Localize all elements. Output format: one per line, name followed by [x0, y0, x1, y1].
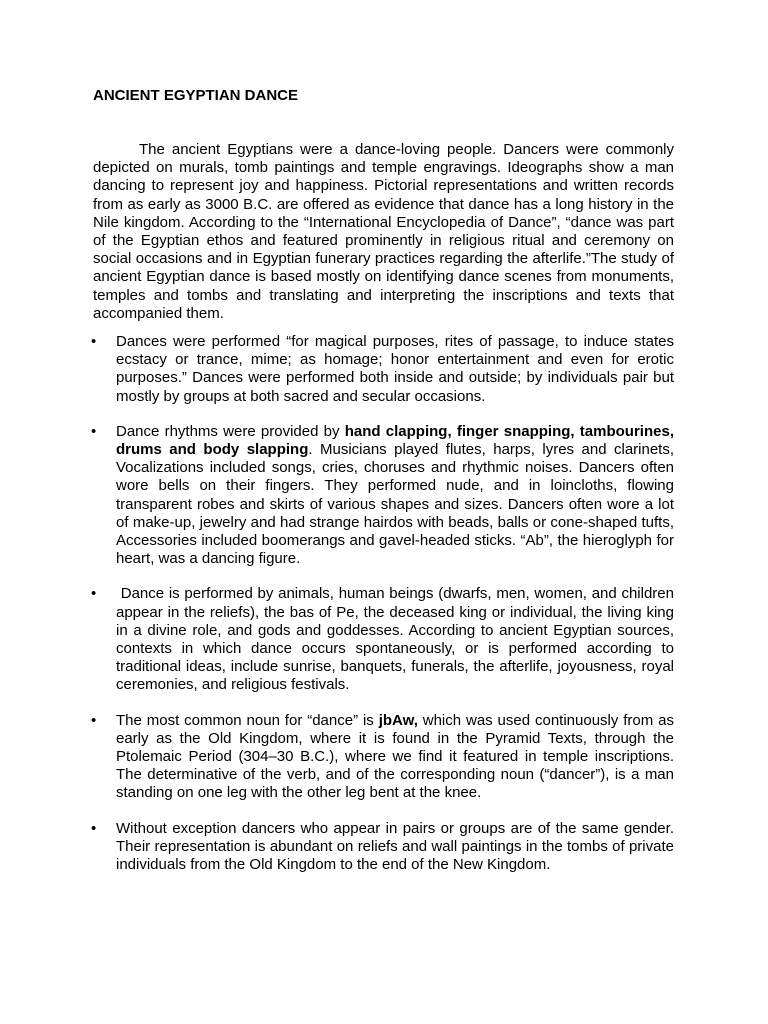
bullet-dot-icon: •: [91, 333, 97, 350]
bullet-text-end: which was used continuously from as early as the Old Kingdom, where it is found in the Pyramid Texts, through the Ptolemaic Period (304–30 B.C.), where we find it featured in temple inscriptions. The determinative of the verb, and of the corresponding noun (“dancer”), is a man standing on one leg with the other leg bent at the knee.: [116, 711, 674, 802]
bullet-bold-text: hand clapping, finger snapping, tambourines, drums and body slapping: [116, 422, 674, 459]
intro-paragraph: The ancient Egyptians were a dance-loving people. Dancers were commonly depicted on murals, tomb paintings and temple engravings. Ideographs show a man dancing to represent joy and happiness. Pictorial representations and written records from as early as 3000 B.C. are offered as evidence that dance has a long history in the Nile kingdom. According to the “International Encyclopedia of Dance”, “dance was part of the Egyptian ethos and featured prominently in religious ritual and ceremony on social occasions and in Egyptian funerary practices regarding the afterlife.”The study of ancient Egyptian dance is based mostly on identifying dance scenes from monuments, temples and tombs and translating and interpreting the inscriptions and texts that accompanied them.: [93, 141, 674, 322]
bullet-item: [93, 820, 674, 875]
bullet-list: [93, 333, 674, 891]
bullet-item: [93, 712, 674, 803]
bullet-text-start: The most common noun for “dance” is: [116, 711, 379, 729]
bullet-dot-icon: •: [91, 819, 97, 837]
bullet-dot-icon: •: [91, 422, 97, 440]
bullet-item: [93, 333, 674, 406]
bullet-dot-icon: •: [91, 585, 97, 603]
bullet-text: Without exception dancers who appear in pairs or groups are of the same gender. Their representation is abundant on reliefs and wall paintings in the tombs of private individuals from the Old Kingdom to the end of the New Kingdom.: [116, 819, 674, 874]
bullet-text-end: . Musicians played flutes, harps, lyres and clarinets, Vocalizations included songs, cries, choruses and rhythmic noises. Dancers often wore bells on their fingers. They performed nude, and in loincloths, flowing transparent robes and skirts of various shapes and sizes. Dancers often wore a lot of make-up, jewelry and had strange hairdos with beads, balls or cone-shaped tufts, Accessories included boomerangs and gavel-headed sticks. “Ab”, the hieroglyph for heart, was a dancing figure.: [116, 441, 675, 568]
document-title: ANCIENT EGYPTIAN DANCE: [93, 87, 299, 104]
bullet-item: [93, 585, 674, 694]
bullet-dot-icon: •: [91, 711, 97, 729]
bullet-text: Dances were performed “for magical purposes, rites of passage, to induce states ecstacy or trance, mime; as homage; honor entertainment and even for erotic purposes.” Dances were performed both inside and outside; by individuals pair but mostly by groups at both sacred and secular occasions.: [116, 333, 674, 405]
bullet-text: [116, 712, 674, 803]
bullet-item: [93, 423, 674, 569]
bullet-text-start: Dance rhythms were provided by: [116, 422, 345, 440]
bullet-text: [116, 423, 674, 569]
bullet-bold-text: jbAw,: [378, 711, 418, 729]
bullet-text: Dance is performed by animals, human beings (dwarfs, men, women, and children appear in the reliefs), the bas of Pe, the deceased king or individual, the living king in a divine role, and gods and goddesses. According to ancient Egyptian sources, contexts in which dance occurs spontaneously, or is performed according to traditional ideas, include sunrise, banquets, funerals, the afterlife, joyousness, royal ceremonies, and religious festivals.: [116, 585, 674, 694]
